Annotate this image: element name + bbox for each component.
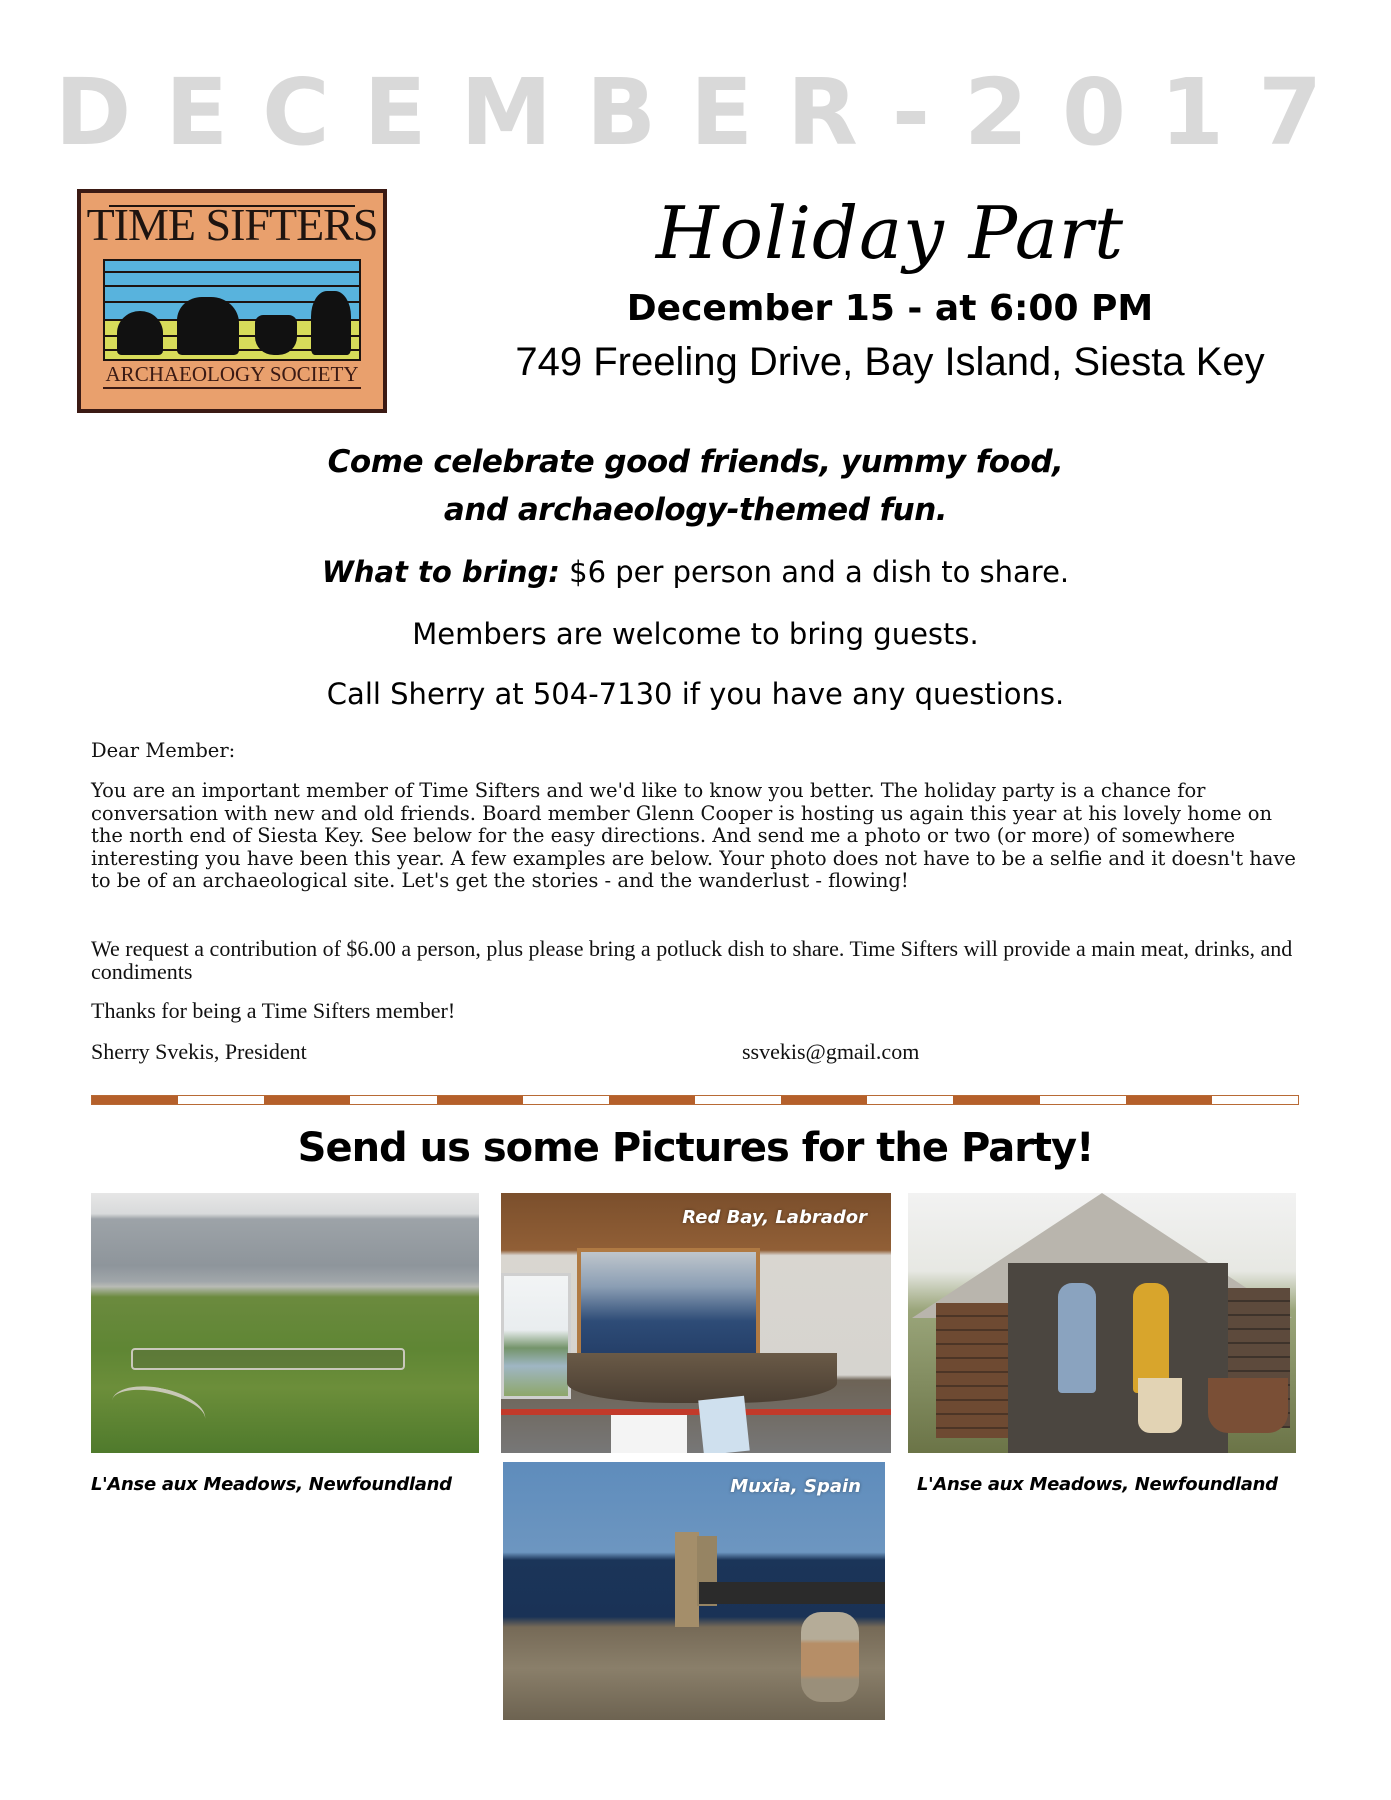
photo-overlay-caption: Muxia, Spain [730,1476,861,1497]
reenactor [1133,1283,1169,1393]
letter-salutation: Dear Member: [91,739,236,762]
divider-segment [350,1096,436,1104]
photo-lanse-aux-meadows-landscape [91,1193,479,1453]
turf-wall [936,1303,1008,1438]
viking-settlement-fence [131,1348,405,1370]
divider-segment [781,1096,867,1104]
section-divider [91,1095,1299,1105]
letter-thanks: Thanks for being a Time Sifters member! [91,998,456,1023]
photo-lanse-aux-meadows-sod-house [908,1193,1296,1453]
photo-muxia-spain [503,1462,885,1720]
month-year-banner: DECEMBER-2017 [54,59,1357,166]
exhibit-sign [611,1415,687,1453]
contact-email-link[interactable]: ssvekis@gmail.com [742,1039,920,1064]
reenactor [1058,1283,1096,1393]
contact-phone-note: Call Sherry at 504-7130 if you have any questions. [326,677,1065,711]
divider-segment [1040,1096,1126,1104]
divider-segment [523,1096,609,1104]
logo-title: TIME SIFTERS [86,199,378,250]
letter-paragraph-2: We request a contribution of $6.00 a person, plus please bring a potluck dish to share. Time Sifters will provide a main meat, drinks, and condiments [91,936,1293,984]
stone-cairn [801,1612,859,1702]
pictures-heading: Send us some Pictures for the Party! [297,1125,1094,1171]
letter-paragraph-1: You are an important member of Time Sifters and we'd like to know you better. The holiday party is a chance for conversation with new and old friends. Board member Glenn Cooper is hosting us again this year at his lovely home on the north end of Siesta Key. See below for the easy directions. And send me a photo or two (or more) of somewhere interesting you have been this year. A few examples are below. Your photo does not have to be a selfie and it doesn't have to be of an archaeological site. Let's get the stories - and the wanderlust - flowing! [91,779,1296,892]
church-roof [699,1582,885,1604]
archaeologist-icon [311,291,351,355]
guests-note: Members are welcome to bring guests. [412,617,979,651]
logo-subtitle: ARCHAEOLOGY SOCIETY [105,362,359,386]
what-to-bring-text: $6 per person and a dish to share. [559,555,1070,589]
photo-caption: L'Anse aux Meadows, Newfoundland [917,1474,1278,1495]
exhibit-rail [501,1409,891,1415]
walking-path [107,1379,209,1442]
divider-segment [178,1096,264,1104]
mammoth-icon [177,297,239,355]
logo-stripe [105,285,359,287]
letter-signature: Sherry Svekis, President [91,1039,307,1064]
chalupa-boat [567,1353,837,1403]
tagline-line-2: and archaeology-themed fun. [443,492,948,528]
what-to-bring [0,550,1391,594]
museum-window [501,1273,571,1399]
tagline-line-1: Come celebrate good friends, yummy food, [327,444,1064,480]
wooden-tub [1208,1378,1288,1433]
event-address: 749 Freeling Drive, Bay Island, Siesta Key [515,340,1265,384]
photo-red-bay-labrador [501,1193,891,1453]
exhibit-sign [698,1396,749,1453]
divider-segment [1212,1096,1298,1104]
divider-segment [92,1096,178,1104]
divider-segment [695,1096,781,1104]
church-tower [675,1532,699,1627]
pottery-icon [255,315,297,355]
shelter-interior [1008,1263,1228,1453]
divider-segment [953,1096,1039,1104]
logo-stripe [105,271,359,273]
photo-caption: L'Anse aux Meadows, Newfoundland [91,1474,452,1495]
event-date-time: December 15 - at 6:00 PM [626,288,1154,329]
divider-segment [437,1096,523,1104]
logo-bottom-rule [103,387,361,389]
logo-artifact-band [103,259,361,361]
divider-segment [1126,1096,1212,1104]
time-sifters-logo [77,189,387,413]
scallop-shell-icon [117,311,163,355]
divider-segment [609,1096,695,1104]
what-to-bring-label: What to bring: [321,555,560,589]
event-title: Holiday Part [655,191,1125,275]
photo-overlay-caption: Red Bay, Labrador [682,1207,867,1228]
divider-segment [264,1096,350,1104]
wooden-bucket [1138,1378,1182,1433]
divider-segment [867,1096,953,1104]
